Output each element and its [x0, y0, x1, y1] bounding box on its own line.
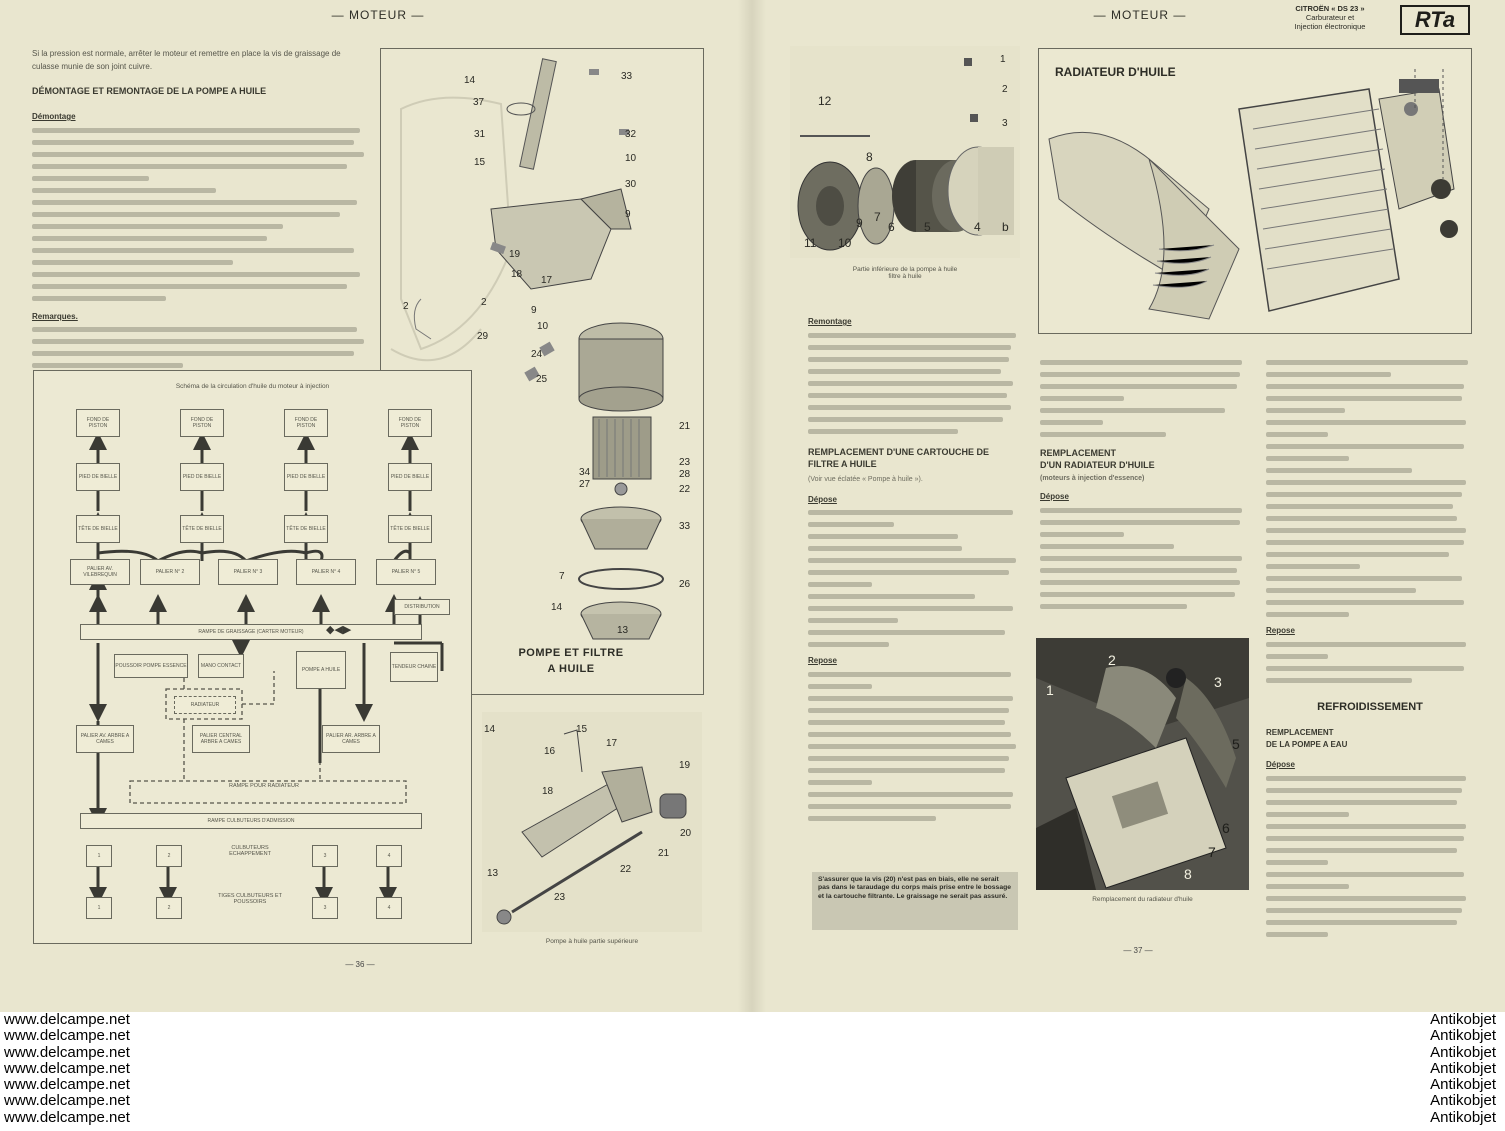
box-rampe-graissage: RAMPE DE GRAISSAGE (CARTER MOTEUR): [80, 624, 422, 640]
box-tete-bielle: TÊTE DE BIELLE: [284, 515, 328, 543]
depose-label-3: Dépose: [1266, 760, 1295, 769]
label-culbuteurs-echappement: CULBUTEURS ECHAPPEMENT: [229, 845, 271, 857]
left-page-number: — 36 —: [345, 960, 375, 969]
depose-label-2: Dépose: [1040, 492, 1069, 501]
box-pompe-huile: POMPE A HUILE: [296, 651, 346, 689]
box-tendeur-chaine: TENDEUR CHAINE: [390, 652, 438, 682]
box-palier-av-cames: PALIER AV. ARBRE A CAMES: [76, 725, 134, 753]
section-title: DÉMONTAGE ET REMONTAGE DE LA POMPE A HUILE: [32, 86, 267, 96]
oil-circulation-diagram: [33, 370, 472, 944]
right-running-head: — MOTEUR —: [1093, 8, 1187, 22]
footer-left-links: [4, 1012, 244, 1126]
photo-caption: Remplacement du radiateur d'huile: [1092, 896, 1193, 903]
refroidissement-title: REFROIDISSEMENT: [1317, 700, 1423, 713]
depose-text-3: [1266, 776, 1474, 937]
title-line: REMPLACEMENT: [1040, 448, 1116, 458]
title-line: REMPLACEMENT: [1266, 728, 1334, 737]
box-pied-bielle: PIED DE BIELLE: [284, 463, 328, 491]
box-tete-bielle: TÊTE DE BIELLE: [76, 515, 120, 543]
box-palier: PALIER AV. VILEBREQUIN: [70, 559, 130, 585]
pump-caption-line: A HUILE: [547, 663, 595, 675]
diagram-title: Schéma de la circulation d'huile du moteur à injection: [175, 383, 330, 390]
box-cylinder: 3: [312, 845, 338, 867]
box-rampe-culbuteurs: RAMPE CULBUTEURS D'ADMISSION: [80, 813, 422, 829]
footer-label: Antikobjet: [1430, 1011, 1496, 1028]
remontage-text: [808, 333, 1022, 434]
repose-label: Repose: [808, 656, 837, 665]
footer-link[interactable]: www.delcampe.net: [4, 1076, 130, 1094]
remplacement-radiateur-title: [1040, 447, 1250, 471]
box-palier-ar-cames: PALIER AR. ARBRE A CAMES: [322, 725, 380, 753]
intro-paragraph: Si la pression est normale, arrêter le moteur et remettre en place la vis de graissage de culasse munie de son joint cuivre.: [32, 49, 341, 71]
remontage-label: Remontage: [808, 317, 852, 326]
repose-label-2: Repose: [1266, 626, 1295, 635]
left-text-column: [32, 48, 367, 375]
pump-top-caption: Pompe à huile partie supérieure: [545, 938, 639, 945]
radiateur-drawing: [1038, 48, 1472, 334]
demontage-label: Démontage: [32, 112, 76, 121]
box-fond-piston: FOND DE PISTON: [388, 409, 432, 437]
footer-link[interactable]: www.delcampe.net: [4, 1059, 130, 1077]
depose-text: [808, 510, 1022, 647]
label-tiges-culbuteurs: TIGES CULBUTEURS ET POUSSOIRS: [218, 893, 282, 905]
box-cylinder: 4: [376, 845, 402, 867]
pump-top-photo: 14 15 16 17 19 18 20 21 22 13 23: [482, 712, 702, 932]
remarques-label: Remarques.: [32, 311, 78, 321]
repose-text: [808, 672, 1022, 821]
title-line: DE LA POMPE A EAU: [1266, 740, 1348, 749]
footer-right-labels: [1300, 1012, 1496, 1126]
warning-box: [812, 872, 1018, 930]
box-fond-piston: FOND DE PISTON: [180, 409, 224, 437]
title-line: REMPLACEMENT D'UNE CARTOUCHE DE: [808, 446, 989, 457]
left-running-head: — MOTEUR —: [331, 8, 425, 22]
box-fond-piston: FOND DE PISTON: [76, 409, 120, 437]
depose-label: Dépose: [808, 494, 837, 504]
box-cylinder: 1: [86, 897, 112, 919]
box-fond-piston: FOND DE PISTON: [284, 409, 328, 437]
right-text-column-3: [1266, 356, 1474, 944]
footer-link[interactable]: www.delcampe.net: [4, 1092, 130, 1110]
footer-label: Antikobjet: [1430, 1059, 1496, 1077]
box-pied-bielle: PIED DE BIELLE: [76, 463, 120, 491]
box-tete-bielle: TÊTE DE BIELLE: [388, 515, 432, 543]
box-pied-bielle: PIED DE BIELLE: [388, 463, 432, 491]
brand-block: [1270, 4, 1390, 31]
box-palier: PALIER N° 4: [296, 559, 356, 585]
box-palier: PALIER N° 2: [140, 559, 200, 585]
box-cylinder: 3: [312, 897, 338, 919]
footer-label: Antikobjet: [1430, 1043, 1496, 1061]
footer-link[interactable]: www.delcampe.net: [4, 1108, 130, 1126]
desaccoupler-text: [1266, 360, 1474, 617]
title-line: D'UN RADIATEUR D'HUILE: [1040, 460, 1155, 470]
rta-logo: [1400, 5, 1470, 35]
box-radiateur: RADIATEUR: [174, 696, 236, 714]
footer-link[interactable]: www.delcampe.net: [4, 1027, 130, 1045]
filter-caption: [790, 266, 1020, 280]
radiateur-title: RADIATEUR D'HUILE: [1055, 65, 1176, 79]
filter-photo: 1 2 3 12 8 11 10 9 7 6 5 4 b: [790, 46, 1020, 258]
pump-exploded-view: 14 37 31 15 33 32 10 30 9 19 18 17 9 2 2 29 10 24 25 21 23 28 34 27 22 33 7 26 14 13 POMPE ET FILTRE A HUILE: [380, 48, 704, 695]
voir-note: (Voir vue éclatée « Pompe à huile »).: [808, 475, 923, 483]
filter-drawing: [790, 46, 1020, 258]
depose-text-2: [1040, 508, 1250, 609]
box-cylinder: 4: [376, 897, 402, 919]
right-text-column-2: [1040, 356, 1250, 616]
filter-caption-line: Partie inférieure de la pompe à huile: [852, 266, 958, 273]
box-pied-bielle: PIED DE BIELLE: [180, 463, 224, 491]
pump-caption-line: POMPE ET FILTRE: [518, 647, 624, 659]
footer-link[interactable]: www.delcampe.net: [4, 1043, 130, 1061]
filter-caption-line: filtre à huile: [888, 273, 922, 280]
radiator-replacement-photo: 2 1 3 5 6 7 8: [1036, 638, 1249, 890]
page-gutter: [738, 0, 766, 1012]
pump-top-drawing: [482, 712, 702, 932]
right-text-column-1: [808, 310, 1022, 828]
box-cylinder: 2: [156, 897, 182, 919]
footer-label: Antikobjet: [1430, 1027, 1496, 1045]
demontage-text: [32, 128, 367, 301]
remarques-text: [32, 327, 367, 368]
box-mano-contact: MANO CONTACT: [198, 654, 244, 678]
brand-line: Carburateur et: [1305, 13, 1355, 22]
box-distribution: DISTRIBUTION: [394, 599, 450, 615]
right-page-number: — 37 —: [1123, 946, 1153, 955]
bidirectional-arrow-icon: ◆◀▶: [326, 624, 352, 636]
footer-label: Antikobjet: [1430, 1108, 1496, 1126]
warning-text: S'assurer que la vis (20) n'est pas en biais, elle ne serait pas dans le taraudage du corps mais prise entre le bossage et la cartouche filtrante. Le graissage ne serait pas assuré.: [818, 876, 1012, 900]
remplacement-pompe-eau-title: [1266, 727, 1474, 751]
brand-line: CITROËN « DS 23 »: [1295, 4, 1365, 13]
repose-text-2: [1266, 642, 1474, 683]
brand-line: Injection électronique: [1294, 22, 1366, 31]
box-cylinder: 1: [86, 845, 112, 867]
footer-label: Antikobjet: [1430, 1092, 1496, 1110]
moteurs-injection-note: (moteurs à injection d'essence): [1040, 475, 1145, 482]
remplacement-cartouche-title: [808, 446, 1022, 470]
box-palier: PALIER N° 5: [376, 559, 436, 585]
footer-label: Antikobjet: [1430, 1076, 1496, 1094]
box-palier: PALIER N° 3: [218, 559, 278, 585]
avant-text: [1040, 360, 1250, 437]
title-line: FILTRE A HUILE: [808, 458, 877, 469]
rta-logo-text: RTa: [1414, 7, 1456, 32]
label-rampe-radiateur: RAMPE POUR RADIATEUR: [229, 783, 299, 789]
pump-caption: [486, 645, 656, 677]
box-poussoir: POUSSOIR POMPE ESSENCE: [114, 654, 188, 678]
box-palier-central-cames: PALIER CENTRAL ARBRE A CAMES: [192, 725, 250, 753]
box-cylinder: 2: [156, 845, 182, 867]
box-tete-bielle: TÊTE DE BIELLE: [180, 515, 224, 543]
radiator-svg: [1039, 49, 1471, 333]
footer-link[interactable]: www.delcampe.net: [4, 1011, 130, 1028]
